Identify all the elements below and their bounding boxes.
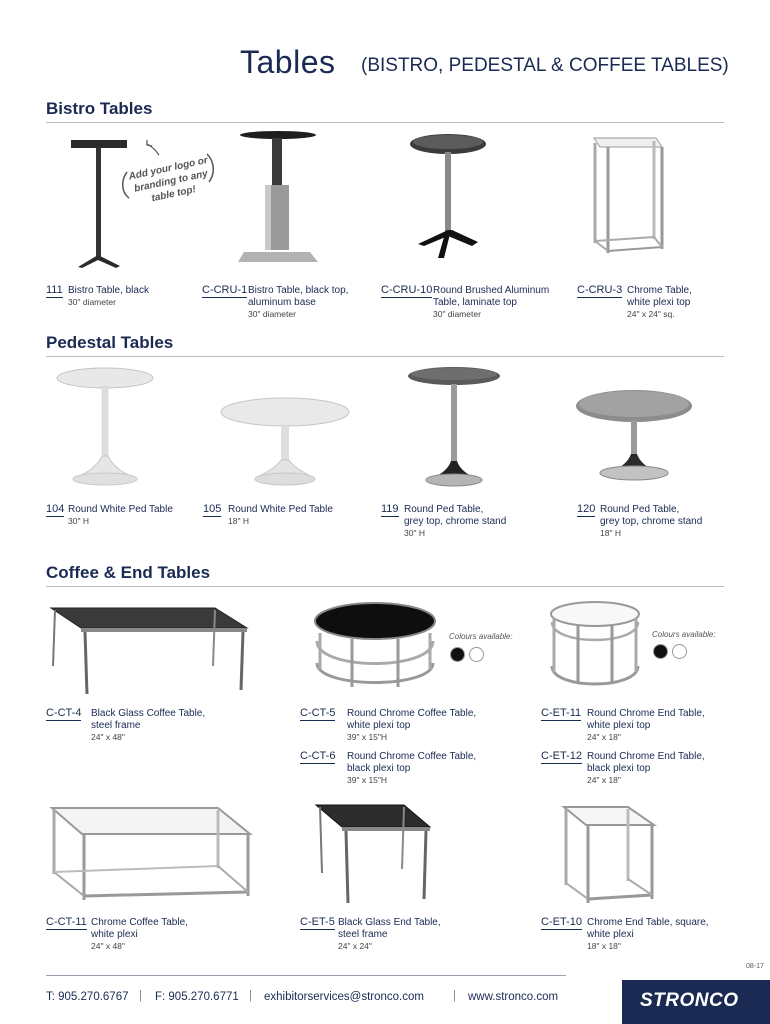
product-name-line2: white plexi	[91, 929, 138, 940]
section-title-bistro: Bistro Tables	[46, 99, 153, 118]
product-name: Bistro Table, black	[68, 285, 149, 296]
brand-logo-block	[622, 980, 770, 1024]
black-swatch-icon	[450, 647, 465, 662]
product-dimensions: 24" x 18"	[587, 775, 621, 785]
footer-separator: |	[139, 990, 142, 1002]
end-table-c-et-10-image	[560, 803, 658, 907]
product-name: Round Brushed Aluminum	[433, 285, 550, 296]
product-code: C-ET-12	[541, 750, 582, 762]
footer-separator: |	[453, 990, 456, 1002]
product-name: Round Chrome Coffee Table,	[347, 751, 477, 762]
product-code: C-CT-11	[46, 916, 87, 928]
footer-email-link[interactable]: exhibitorservices@stronco.com	[264, 991, 424, 1003]
product-dimensions: 24" x 18"	[587, 732, 621, 742]
pedestal-table-119-image	[404, 366, 504, 492]
product-dimensions: 24" x 24" sq.	[627, 309, 675, 319]
coffee-table-c-ct-11-image	[48, 804, 253, 904]
product-name: Round Chrome End Table,	[587, 751, 705, 762]
bistro-table-c-cru-3-image	[586, 133, 666, 263]
product-code: C-ET-5	[300, 916, 335, 928]
product-code: C-CT-4	[46, 707, 82, 719]
pedestal-table-120-image	[574, 388, 694, 488]
product-dimensions: 24" x 24"	[338, 941, 372, 951]
product-dimensions: 24" x 48"	[91, 732, 125, 742]
coffee-table-c-ct-5-image	[312, 601, 438, 693]
product-code: C-CT-6	[300, 750, 336, 762]
product-name: Round Chrome End Table,	[587, 708, 705, 719]
product-name-line2: grey top, chrome stand	[404, 516, 507, 527]
product-name: Round Ped Table,	[404, 504, 484, 515]
product-code: 119	[381, 503, 399, 515]
product-name: Black Glass End Table,	[338, 917, 441, 928]
section-divider	[46, 356, 724, 357]
section-title-pedestal: Pedestal Tables	[46, 333, 174, 352]
product-name-line2: steel frame	[91, 720, 141, 731]
page-subtitle: (BISTRO, PEDESTAL & COFFEE TABLES)	[361, 55, 729, 76]
product-code: 120	[577, 503, 596, 515]
product-dimensions: 30" diameter	[433, 309, 481, 319]
product-name-line2: white plexi top	[627, 297, 691, 308]
footer-web-link[interactable]: www.stronco.com	[468, 991, 559, 1003]
product-name: Bistro Table, black top,	[248, 285, 349, 296]
footer-fax: F: 905.270.6771	[155, 991, 239, 1003]
colours-available-label: Colours available:	[449, 632, 513, 641]
product-name-line2: black plexi top	[347, 763, 411, 774]
product-dimensions: 30" diameter	[248, 309, 296, 319]
product-dimensions: 18" H	[228, 516, 249, 526]
product-dimensions: 18" x 18"	[587, 941, 621, 951]
product-name: Chrome Table,	[627, 285, 692, 296]
footer-separator: |	[249, 990, 252, 1002]
product-dimensions: 30" H	[404, 528, 425, 538]
product-name: Round Chrome Coffee Table,	[347, 708, 477, 719]
product-code: C-CRU-1	[202, 284, 248, 296]
product-name-line2: Table, laminate top	[433, 297, 517, 308]
colours-available-label: Colours available:	[652, 630, 716, 639]
product-code: 104	[46, 503, 65, 515]
pedestal-table-104-image	[55, 366, 155, 492]
product-dimensions: 18" H	[600, 528, 621, 538]
product-name: Chrome End Table, square,	[587, 917, 709, 928]
coffee-table-c-ct-4-image	[45, 606, 250, 698]
product-code: C-CRU-10	[381, 284, 433, 296]
product-name: Chrome Coffee Table,	[91, 917, 188, 928]
white-swatch-icon	[672, 644, 687, 659]
page-title: Tables	[240, 44, 336, 80]
end-table-c-et-5-image	[312, 803, 434, 907]
section-divider	[46, 122, 724, 123]
end-table-c-et-11-image	[548, 600, 643, 692]
black-swatch-icon	[653, 644, 668, 659]
product-name-line2: steel frame	[338, 929, 388, 940]
product-code: 105	[203, 503, 222, 515]
product-dimensions: 24" x 48"	[91, 941, 125, 951]
product-dimensions: 30" diameter	[68, 297, 116, 307]
bistro-table-c-cru-1-image	[238, 130, 318, 270]
product-code: C-ET-10	[541, 916, 582, 928]
footer-divider	[46, 975, 566, 976]
revision-code: 08-17	[746, 963, 764, 970]
footer-phone: T: 905.270.6767	[46, 991, 129, 1003]
section-divider	[46, 586, 724, 587]
logo-note: Add your logo or branding to any table top!	[127, 155, 209, 205]
bistro-table-c-cru-10-image	[408, 134, 488, 264]
product-name-line2: grey top, chrome stand	[600, 516, 703, 527]
pedestal-table-105-image	[218, 396, 353, 492]
product-name: Round Ped Table,	[600, 504, 680, 515]
product-name-line2: white plexi top	[587, 720, 651, 731]
product-name: Round White Ped Table	[228, 504, 333, 515]
white-swatch-icon	[469, 647, 484, 662]
brand-logo-text: STRONCO	[640, 990, 739, 1011]
product-code: C-CT-5	[300, 707, 336, 719]
product-name-line2: white plexi	[587, 929, 634, 940]
section-title-coffee: Coffee & End Tables	[46, 563, 211, 582]
product-code: C-ET-11	[541, 707, 582, 719]
product-code: C-CRU-3	[577, 284, 623, 296]
product-name: Black Glass Coffee Table,	[91, 708, 206, 719]
product-name: Round White Ped Table	[68, 504, 173, 515]
product-dimensions: 39" x 15"H	[347, 732, 388, 742]
product-dimensions: 30" H	[68, 516, 89, 526]
product-name-line2: black plexi top	[587, 763, 651, 774]
product-dimensions: 39" x 15"H	[347, 775, 388, 785]
product-code: 111	[46, 284, 63, 296]
product-name-line2: white plexi top	[347, 720, 411, 731]
product-name-line2: aluminum base	[248, 297, 316, 308]
